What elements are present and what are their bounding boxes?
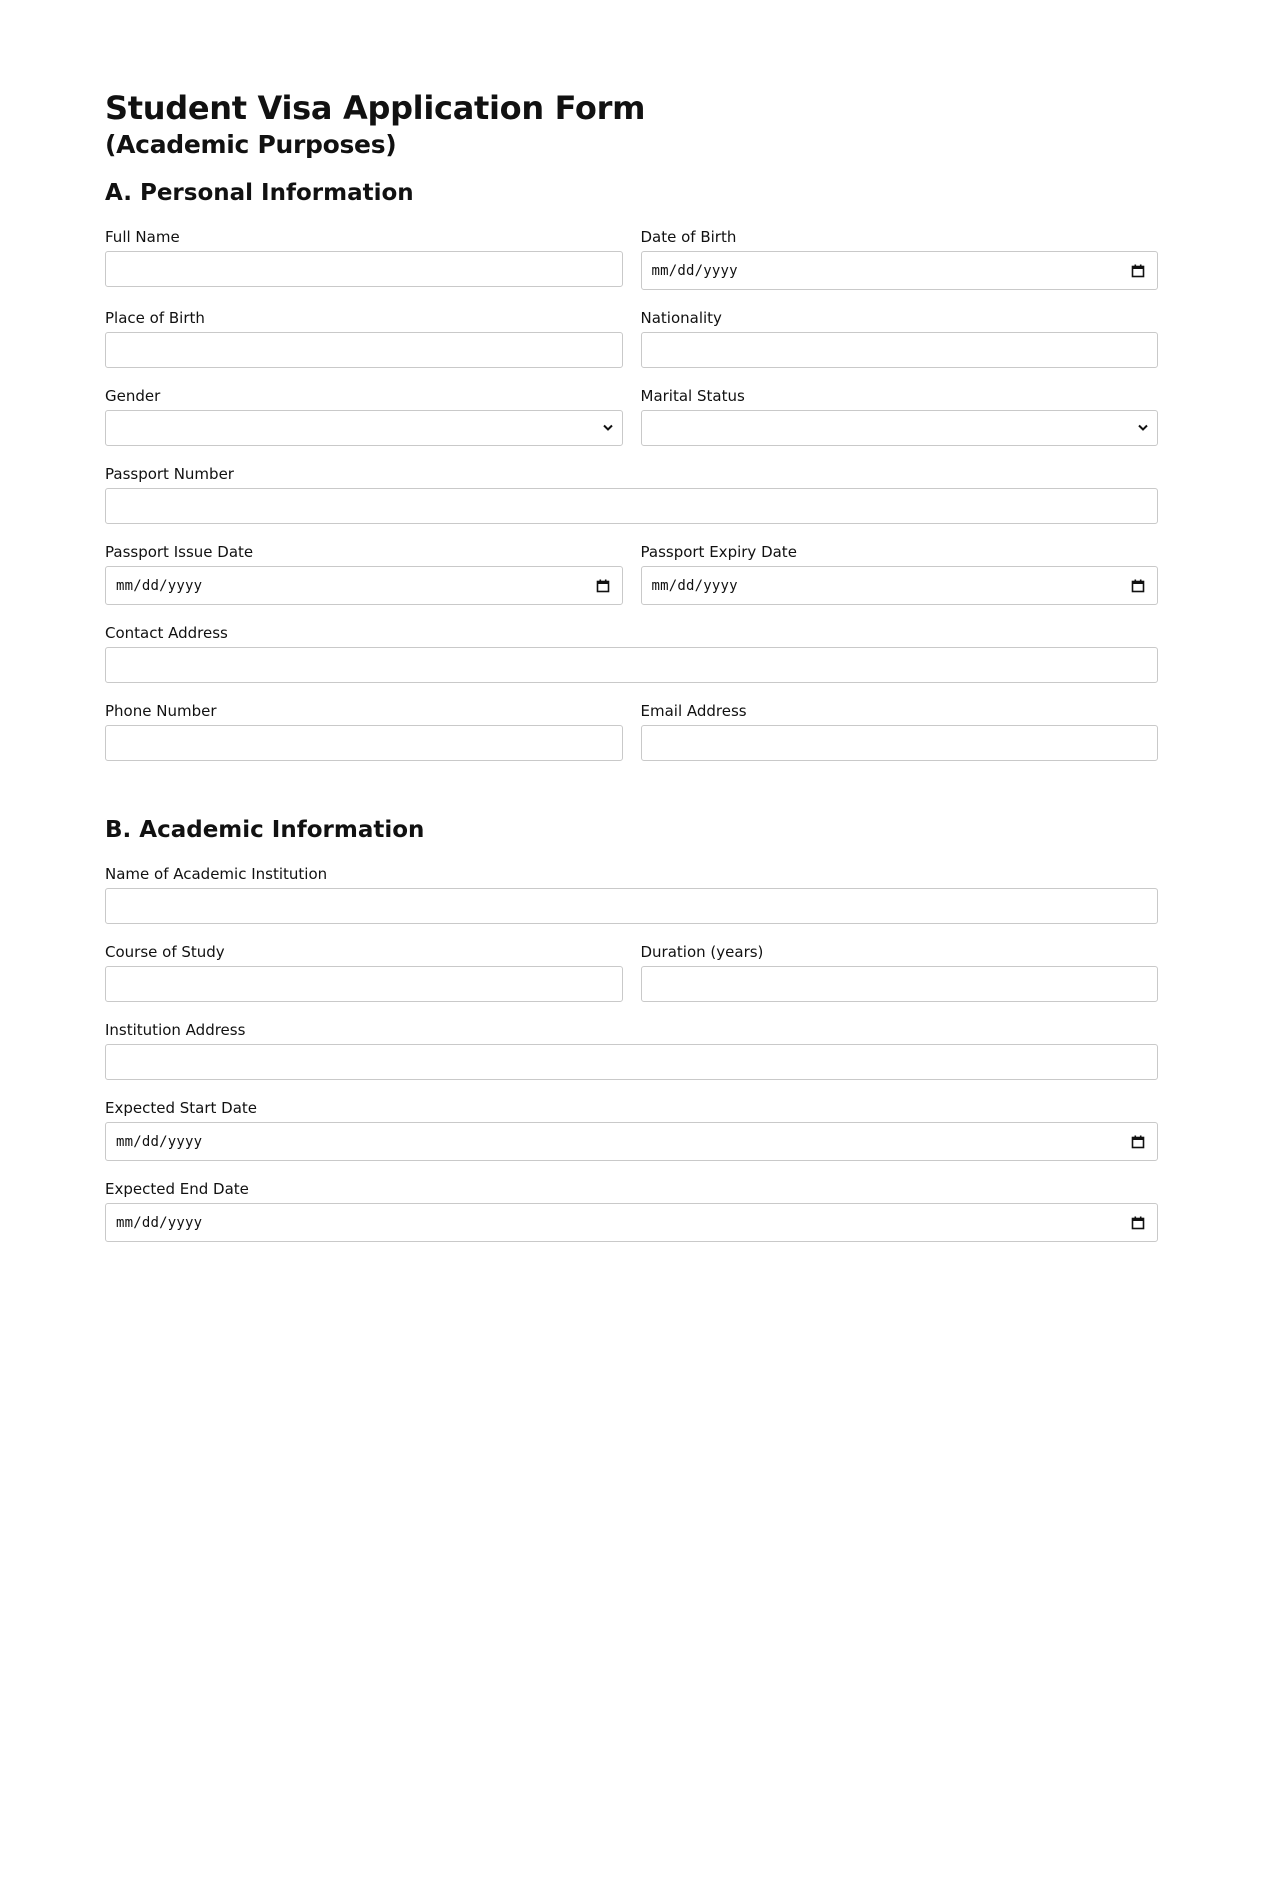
contact-address-field (105, 624, 1158, 683)
form-row (105, 465, 1158, 524)
expected-end-date-input[interactable] (105, 1203, 1158, 1242)
nationality-label: Nationality (640, 309, 722, 327)
passport-number-input[interactable] (105, 488, 1158, 524)
date-of-birth-label: Date of Birth (640, 228, 737, 246)
form-title: Student Visa Application Form (105, 89, 646, 127)
form-row (105, 1180, 1158, 1242)
page-title (105, 88, 1158, 162)
institution-name-field (105, 865, 1158, 924)
phone-number-input[interactable] (105, 725, 623, 761)
full-name-label: Full Name (105, 228, 180, 246)
passport-number-field (105, 465, 1158, 524)
email-address-input[interactable] (641, 725, 1159, 761)
gender-label: Gender (105, 387, 161, 405)
form-row (105, 543, 1158, 605)
institution-name-label: Name of Academic Institution (105, 865, 328, 883)
form-row (105, 309, 1158, 368)
passport-issue-date-field (105, 543, 623, 605)
place-of-birth-label: Place of Birth (105, 309, 205, 327)
calendar-icon[interactable] (1131, 264, 1145, 278)
section-heading-academic: B. Academic Information (105, 817, 425, 843)
email-address-label: Email Address (640, 702, 747, 720)
section-heading-personal: A. Personal Information (105, 180, 414, 206)
passport-expiry-date-field (641, 543, 1159, 605)
date-placeholder: mm/dd/yyyy (116, 1214, 203, 1231)
marital-status-label: Marital Status (640, 387, 745, 405)
full-name-input[interactable] (105, 251, 623, 287)
passport-number-label: Passport Number (105, 465, 234, 483)
date-of-birth-input[interactable] (641, 251, 1159, 290)
institution-address-label: Institution Address (105, 1021, 246, 1039)
nationality-field (641, 309, 1159, 368)
place-of-birth-field (105, 309, 623, 368)
nationality-input[interactable] (641, 332, 1159, 368)
duration-input[interactable] (641, 966, 1159, 1002)
passport-expiry-date-input[interactable] (641, 566, 1159, 605)
marital-status-field (641, 387, 1159, 446)
course-of-study-input[interactable] (105, 966, 623, 1002)
institution-name-input[interactable] (105, 888, 1158, 924)
form-row (105, 387, 1158, 446)
email-address-field (641, 702, 1159, 761)
chevron-down-icon (603, 424, 613, 432)
duration-field (641, 943, 1159, 1002)
form-row (105, 943, 1158, 1002)
form-row (105, 1021, 1158, 1080)
form-row (105, 624, 1158, 683)
duration-label: Duration (years) (640, 943, 764, 961)
calendar-icon[interactable] (1131, 1216, 1145, 1230)
expected-end-date-label: Expected End Date (105, 1180, 249, 1198)
full-name-field (105, 228, 623, 290)
passport-expiry-date-label: Passport Expiry Date (640, 543, 797, 561)
form-subtitle: (Academic Purposes) (105, 130, 397, 159)
date-placeholder: mm/dd/yyyy (116, 1133, 203, 1150)
gender-select[interactable] (105, 410, 623, 446)
course-of-study-label: Course of Study (105, 943, 225, 961)
form-row (105, 865, 1158, 924)
expected-start-date-input[interactable] (105, 1122, 1158, 1161)
phone-number-label: Phone Number (105, 702, 217, 720)
date-placeholder: mm/dd/yyyy (116, 577, 203, 594)
phone-number-field (105, 702, 623, 761)
contact-address-input[interactable] (105, 647, 1158, 683)
marital-status-select[interactable] (641, 410, 1159, 446)
form-row (105, 702, 1158, 761)
expected-start-date-label: Expected Start Date (105, 1099, 258, 1117)
date-placeholder: mm/dd/yyyy (651, 577, 738, 594)
place-of-birth-input[interactable] (105, 332, 623, 368)
contact-address-label: Contact Address (105, 624, 228, 642)
institution-address-field (105, 1021, 1158, 1080)
gender-field (105, 387, 623, 446)
passport-issue-date-label: Passport Issue Date (105, 543, 254, 561)
institution-address-input[interactable] (105, 1044, 1158, 1080)
calendar-icon[interactable] (596, 579, 610, 593)
date-of-birth-field (641, 228, 1159, 290)
expected-end-date-field (105, 1180, 1158, 1242)
form-row (105, 228, 1158, 290)
expected-start-date-field (105, 1099, 1158, 1161)
date-placeholder: mm/dd/yyyy (651, 262, 738, 279)
form-row (105, 1099, 1158, 1161)
calendar-icon[interactable] (1131, 579, 1145, 593)
course-of-study-field (105, 943, 623, 1002)
chevron-down-icon (1138, 424, 1148, 432)
passport-issue-date-input[interactable] (105, 566, 623, 605)
visa-application-form (105, 88, 1158, 1261)
calendar-icon[interactable] (1131, 1135, 1145, 1149)
